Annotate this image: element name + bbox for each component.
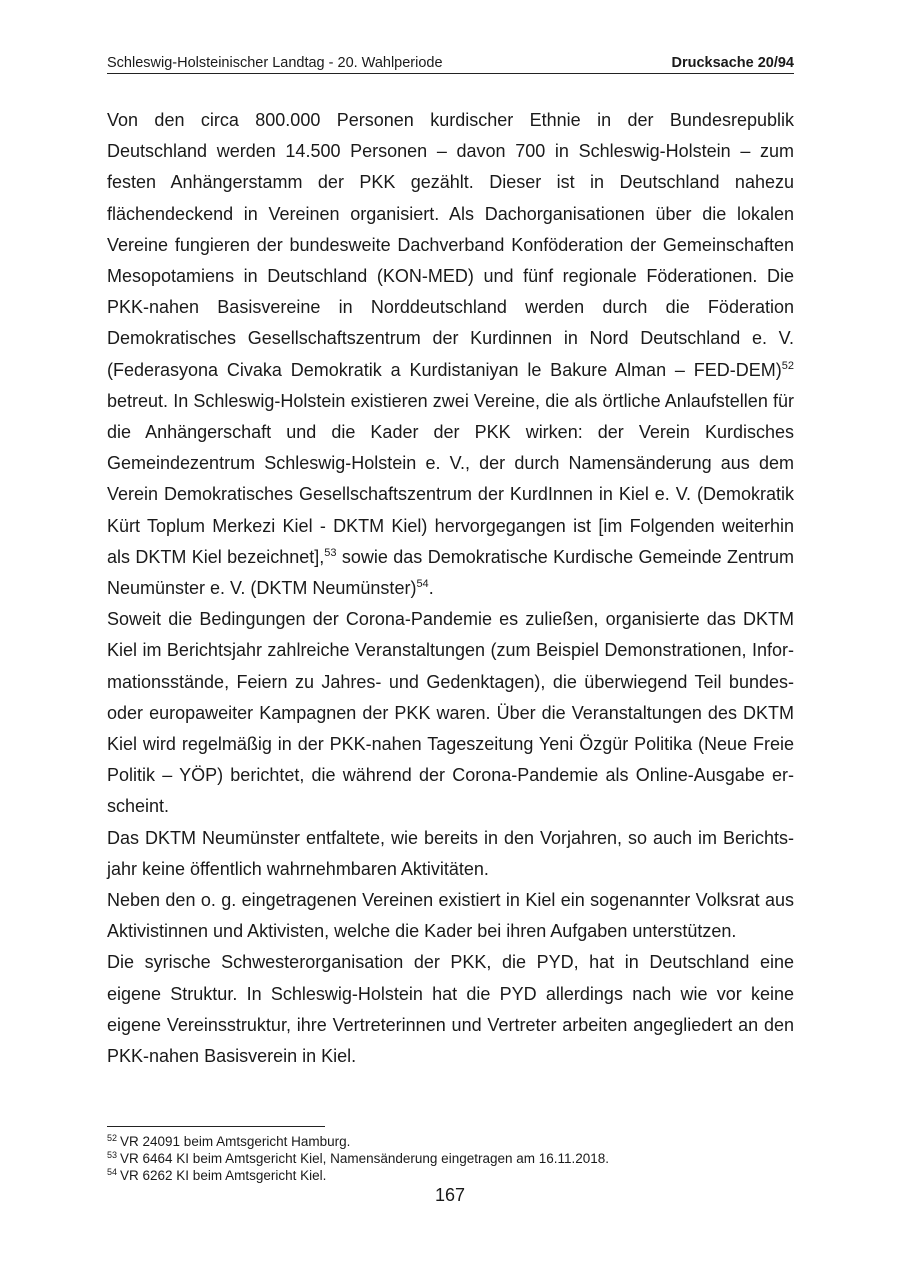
page-header bbox=[107, 55, 794, 74]
page-number: 167 bbox=[434, 1185, 466, 1205]
footnote-ref-54: 54 bbox=[416, 578, 429, 591]
paragraph-1 bbox=[107, 105, 794, 604]
footnote-number: 53 bbox=[107, 1149, 118, 1160]
footnote-divider bbox=[107, 1126, 325, 1127]
paragraph-3: Das DKTM Neumünster entfaltete, wie bereits in den Vorjahren, so auch im Berichtsjahr keine öffentlich wahrnehmbaren Aktivitäten. bbox=[107, 827, 794, 879]
footnote-ref-53: 53 bbox=[324, 546, 337, 559]
paragraph-2: Soweit die Bedingungen der Corona-Pandemie es zuließen, organisierte das DKTM Kiel im Berichtsjahr zahlreiche Veranstaltungen (zum Beispiel Demonstrationen, Informationsstände, Feiern zu Jahres- und Gedenktagen), die überwiegend Teil bundesoder europaweiter Kampagnen der PKK waren. Über die Veranstaltungen des DKTM Kiel wird regelmäßig in der PKK-nahen Tageszeitung Yeni Özgür Politika (Neue Freie Politik – YÖP) berichtet, die während der Corona-Pandemie als Online-Ausgabe erscheint. bbox=[107, 609, 794, 817]
body-text bbox=[107, 105, 794, 1072]
footnote bbox=[107, 1133, 794, 1150]
footnote bbox=[107, 1150, 794, 1167]
paragraph-5: Die syrische Schwesterorganisation der PKK, die PYD, hat in Deutschland eine eigene Struktur. In Schleswig-Holstein hat die PYD allerdings nach wie vor keine eigene Vereinsstruktur, ihre Vertreterinnen und Vertreter arbeiten angegliedert an den PKK-nahen Basisverein in Kiel. bbox=[107, 952, 794, 1067]
footnote-text: VR 6464 KI beim Amtsgericht Kiel, Namensänderung eingetragen am 16.11.2018. bbox=[120, 1151, 610, 1166]
header-document-number: Drucksache 20/94 bbox=[671, 55, 794, 71]
header-title: Schleswig-Holsteinischer Landtag - 20. Wahlperiode bbox=[107, 55, 443, 71]
footnote-number: 54 bbox=[107, 1166, 118, 1177]
footnote-ref-52: 52 bbox=[781, 359, 794, 372]
footnote bbox=[107, 1167, 794, 1184]
paragraph-1-part-c: sowie das Demokratische Kurdische Gemeinde Zentrum Neumünster e. V. (DKTM Neumünster) bbox=[107, 546, 794, 599]
footnote-text: VR 24091 beim Amtsgericht Hamburg. bbox=[120, 1134, 351, 1149]
paragraph-4: Neben den o. g. eingetragenen Vereinen existiert in Kiel ein sogenannter Volksrat aus Aktivistinnen und Aktivisten, welche die Kader bei ihren Aufgaben unterstützen. bbox=[107, 890, 794, 942]
paragraph-1-part-a: Von den circa 800.000 Personen kurdischer Ethnie in der Bundesrepublik Deutschland werden 14.500 Personen – davon 700 in Schleswig-Holstein – zum festen Anhängerstamm der PKK gezählt. Dieser ist in Deutschland nahezu flächendeckend in Vereinen organisiert. Als Dachorganisationen über die lokalen Vereine fungieren der bundesweite Dachverband Konföderation der Gemeinschaften Mesopotamiens in Deutschland (KON-MED) und fünf regionale Föderationen. Die PKK-nahen Basisvereine in Norddeutschland werden durch die Föderation Demokratisches Gesellschaftszentrum der Kurdinnen in Nord Deutschland e. V. (Federasyona Civaka Demokratik a Kurdistaniyan le Bakure Alman – FED-DEM) bbox=[107, 110, 794, 380]
paragraph-1-part-b: betreut. In Schleswig-Holstein existieren zwei Vereine, die als örtliche Anlaufstellen für die Anhängerschaft und die Kader der PKK wirken: der Verein Kurdisches Gemeindezentrum Schleswig-Holstein e. V., der durch Namensänderung aus dem Verein Demokratisches Gesellschaftszentrum der KurdInnen in Kiel e. V. (Demokratik Kürt Toplum Merkezi Kiel - DKTM Kiel) hervorgegangen ist [im Folgenden weiterhin als DKTM Kiel bezeichnet], bbox=[107, 390, 794, 567]
footnote-number: 52 bbox=[107, 1132, 118, 1143]
paragraph-1-part-d: . bbox=[428, 578, 434, 599]
footnotes bbox=[107, 1133, 794, 1184]
footnote-text: VR 6262 KI beim Amtsgericht Kiel. bbox=[120, 1168, 327, 1183]
